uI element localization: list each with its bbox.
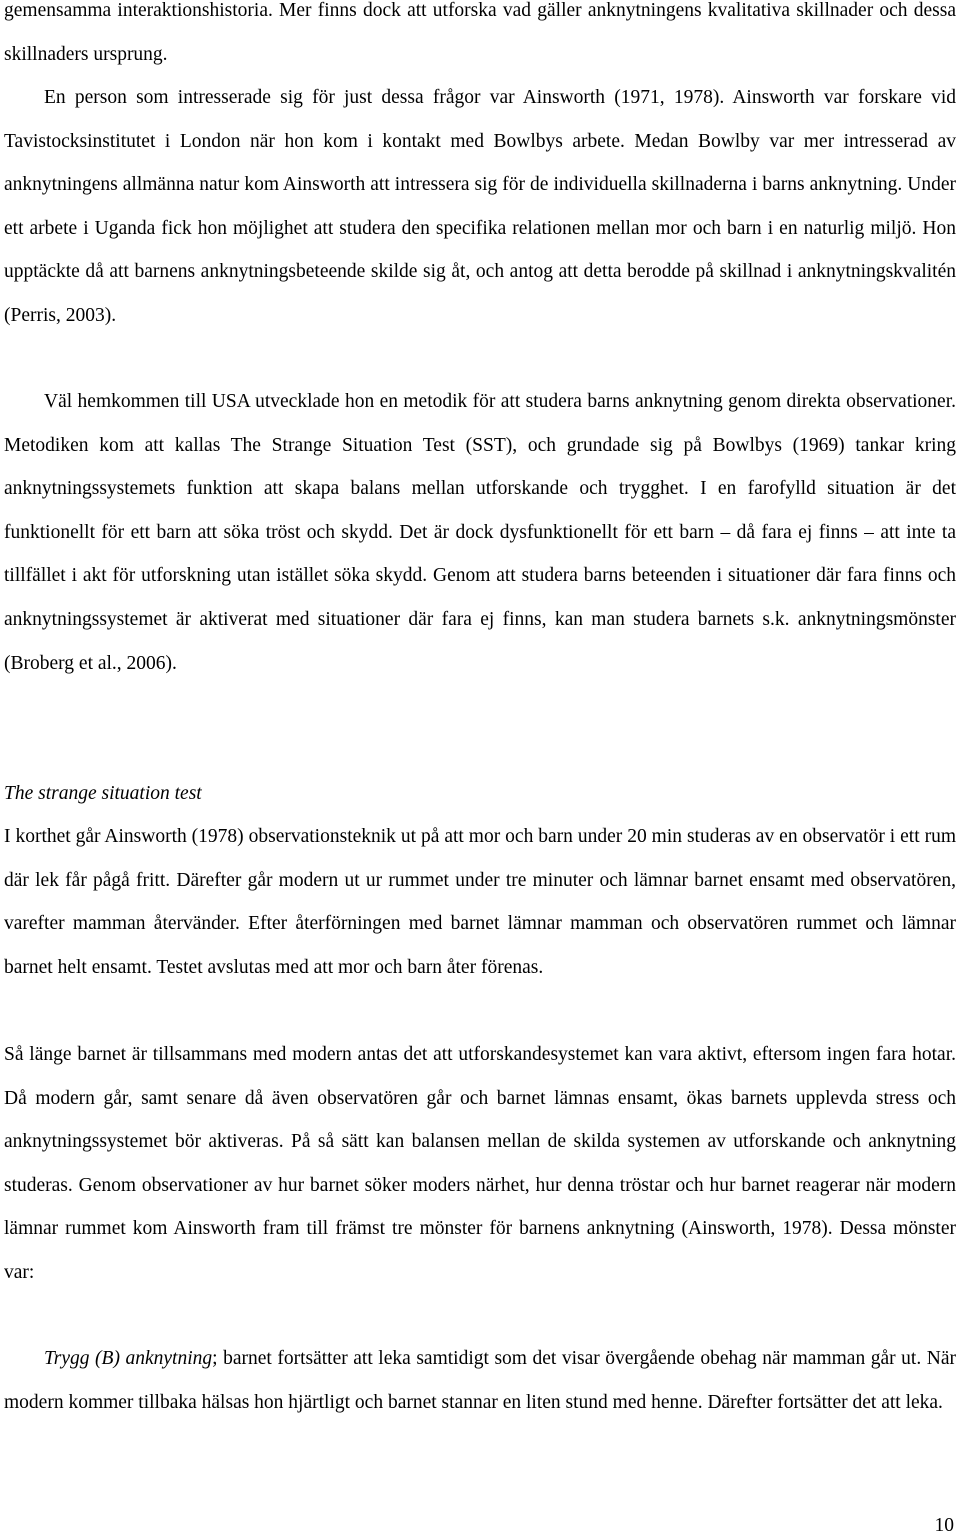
section-heading: The strange situation test — [4, 783, 202, 804]
attachment-term: Trygg (B) anknytning — [44, 1348, 213, 1369]
paragraph-6-text: ; barnet fortsätter att leka samtidigt som det visar övergående obehag när mamman går ut. När modern kommer tillbaka hälsas hon hjärtligt och barnet stannar en liten stund med henne. Därefter fortsätter det att leka. — [4, 1348, 956, 1413]
paragraph-2: En person som intresserade sig för just dessa frågor var Ainsworth (1971, 1978). Ainsworth var forskare vid Tavistocksinstitutet i London när hon kom i kontakt med Bowlbys arbete. Medan Bowlby var mer intresserad av anknytningens allmänna natur kom Ainsworth att intressera sig för de individuella skillnaderna i barns anknytning. Under ett arbete i Uganda fick hon möjlighet att studera den specifika relationen mellan mor och barn i en naturlig miljö. Hon upptäckte då att barnens anknytningsbeteende skilde sig åt, och antog att detta berodde på skillnad i anknytningskvalitén (Perris, 2003). — [4, 87, 956, 326]
document-page — [4, 0, 956, 1537]
paragraph-3: Väl hemkommen till USA utvecklade hon en metodik för att studera barns anknytning genom direkta observationer. Metodiken kom att kallas The Strange Situation Test (SST), och grundade sig på Bowlbys (1969) tankar kring anknytningssystemets funktion att skapa balans mellan utforskande och trygghet. I en farofylld situation är det funktionellt för ett barn att söka tröst och skydd. Det är dock dysfunktionellt för ett barn – då fara ej finns – att inte ta tillfället i akt för utforskning utan istället söka skydd. Genom att studera barns beteenden i situationer där fara finns och anknytningssystemet är aktiverat med situationer där fara ej finns, kan man studera barnets s.k. anknytningsmönster (Broberg et al., 2006). — [4, 391, 956, 674]
page-number: 10 — [934, 1515, 954, 1536]
paragraph-4: I korthet går Ainsworth (1978) observationsteknik ut på att mor och barn under 20 min studeras av en observatör i ett rum där lek får pågå fritt. Därefter går modern ut ur rummet under tre minuter och lämnar barnet ensamt med observatören, varefter mamman återvänder. Efter återförningen med barnet lämnar mamman och observatören rummet och lämnar barnet helt ensamt. Testet avslutas med att mor och barn åter förenas. — [4, 826, 956, 978]
paragraph-6 — [4, 1337, 956, 1424]
paragraph-5: Så länge barnet är tillsammans med modern antas det att utforskandesystemet kan vara aktivt, eftersom ingen fara hotar. Då modern går, samt senare då även observatören går och barnet lämnas ensamt, ökas barnets upplevda stress och anknytningssystemet bör aktiveras. På så sätt kan balansen mellan de skilda systemen av utforskande och anknytning studeras. Genom observationer av hur barnet söker moders närhet, hur denna tröstar och hur barnet reagerar när modern lämnar rummet kom Ainsworth fram till främst tre mönster för barnens anknytning (Ainsworth, 1978). Dessa mönster var: — [4, 1044, 956, 1283]
paragraph-1: gemensamma interaktionshistoria. Mer finns dock att utforska vad gäller anknytningens kvalitativa skillnader och dessa skillnaders ursprung. — [4, 0, 956, 65]
